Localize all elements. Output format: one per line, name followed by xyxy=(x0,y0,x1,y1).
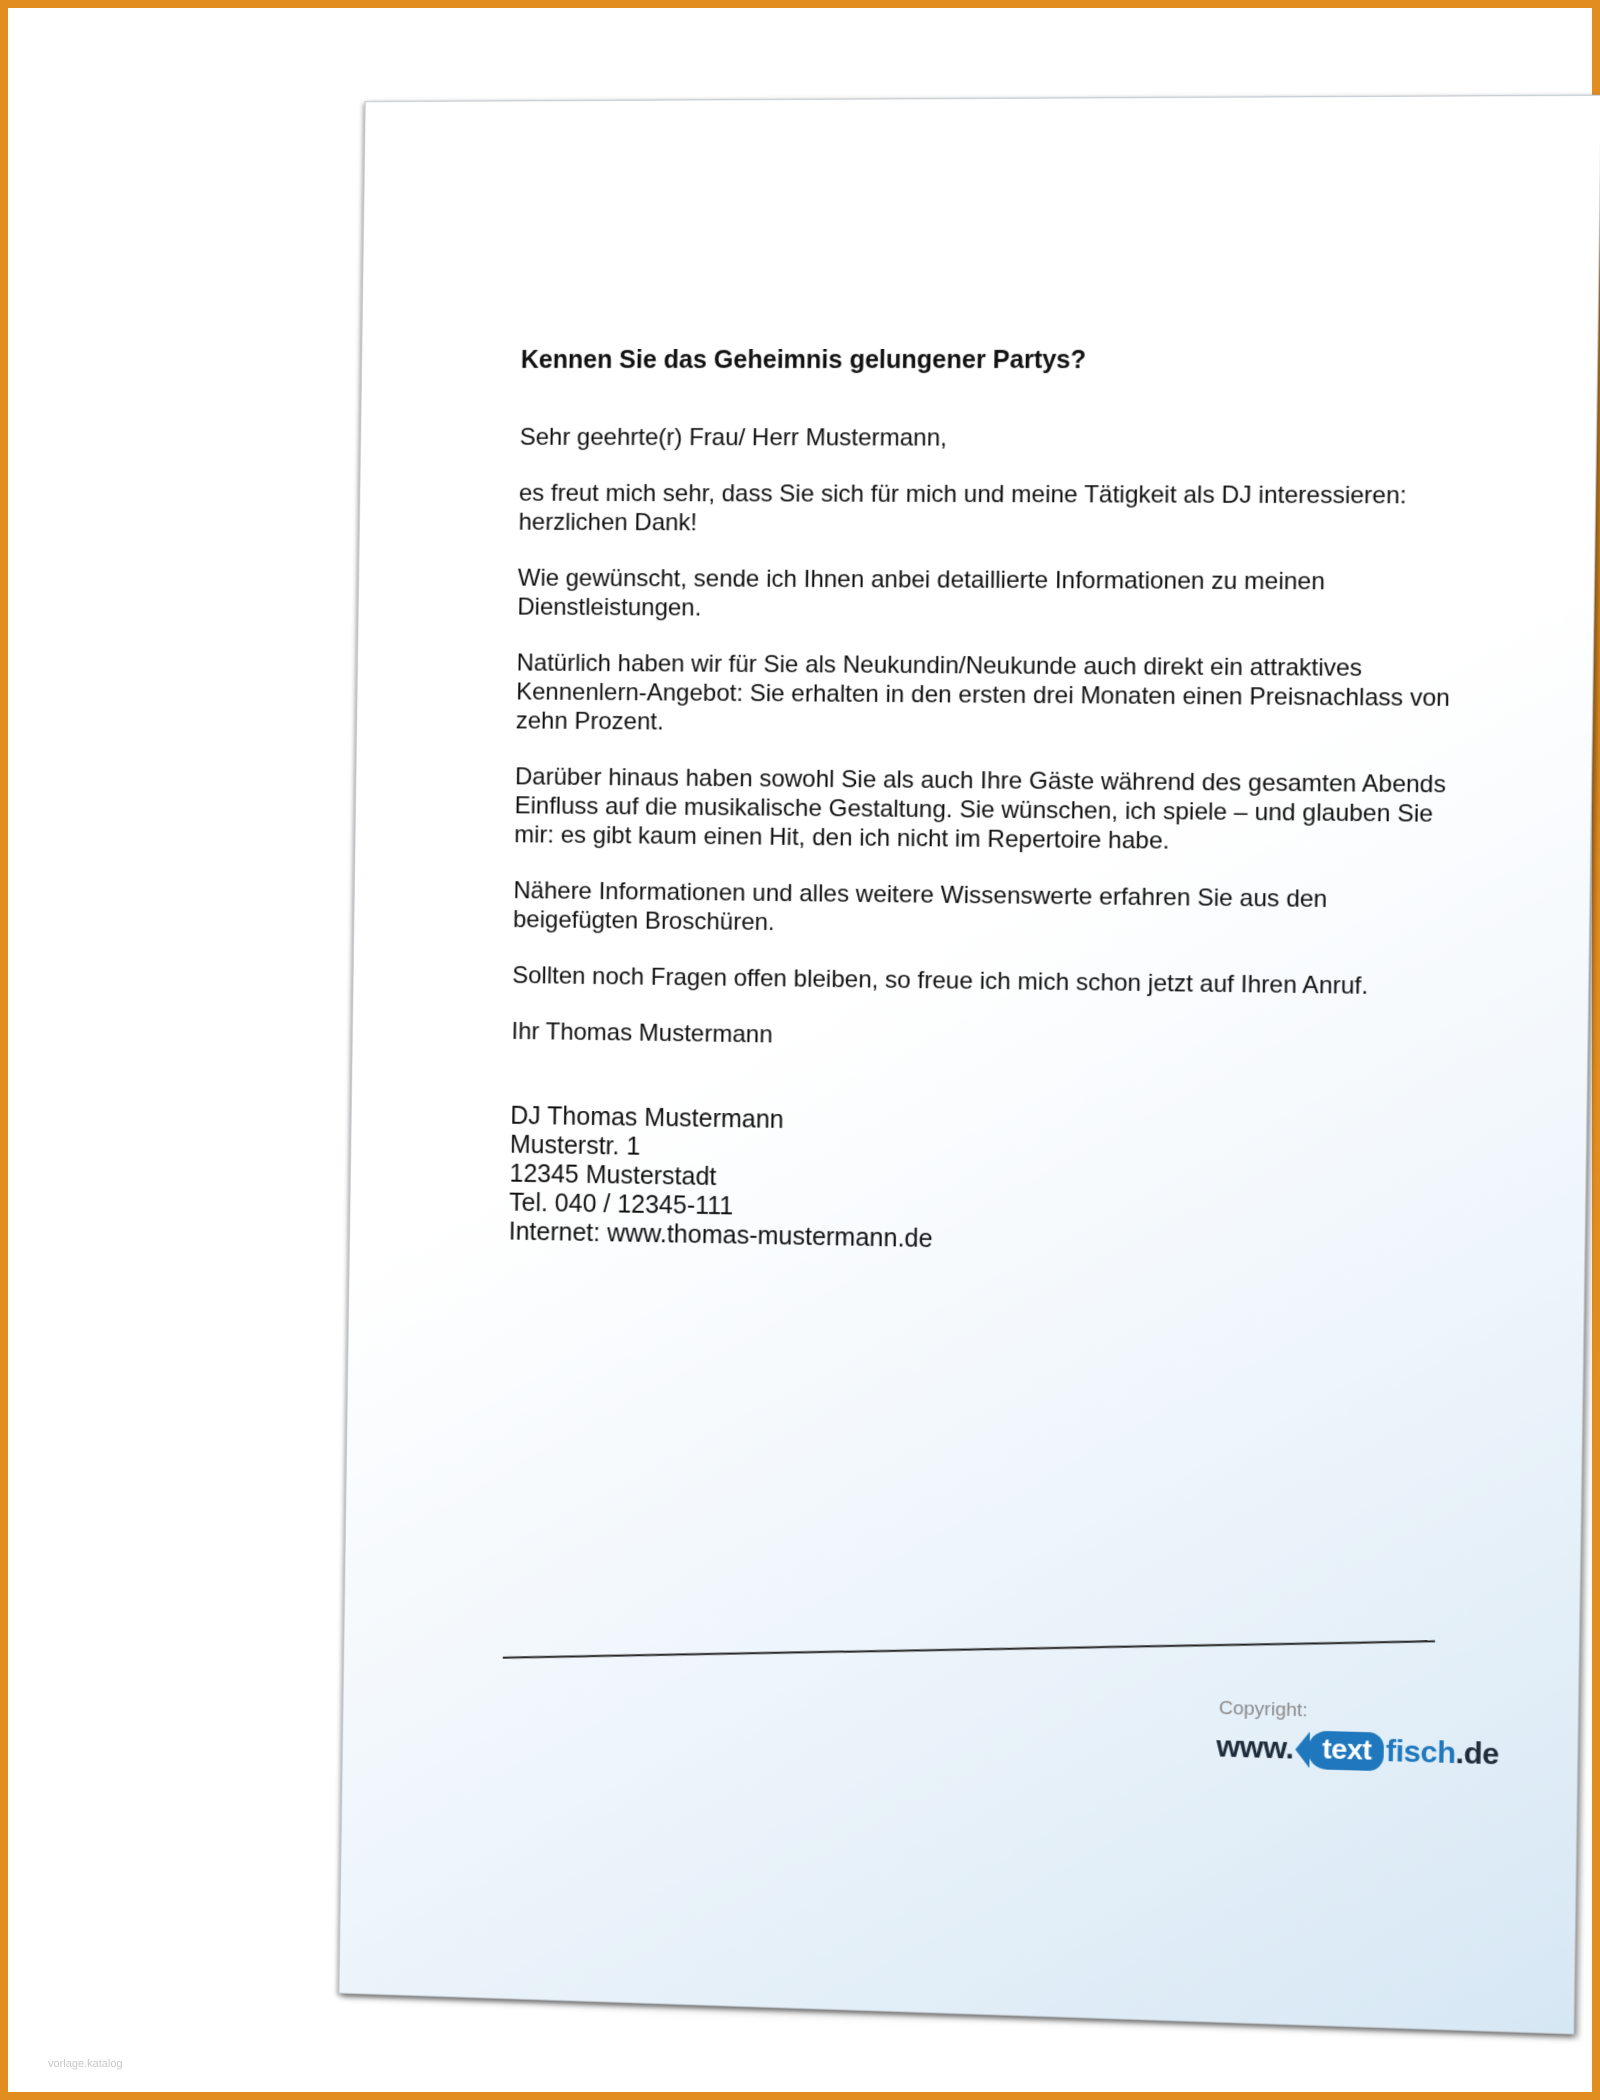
footer-divider xyxy=(503,1640,1435,1658)
watermark-text: vorlage.katalog xyxy=(48,2058,123,2070)
letter-salutation: Sehr geehrte(r) Frau/ Herr Mustermann, xyxy=(519,423,948,452)
letter-paragraph: Wie gewünscht, sende ich Ihnen anbei detaillierte Informationen zu meinen Dienstleistungen. xyxy=(517,564,1326,622)
sender-phone: Tel. 040 / 12345-111 xyxy=(508,1188,734,1221)
letter-paragraph: Natürlich haben wir für Sie als Neukundin/Neukunde auch direkt ein attraktives Kennenlern-Angebot: Sie erhalten in den ersten drei Monaten einen Preisnachlass von zehn Prozent. xyxy=(515,649,1451,736)
sender-street: Musterstr. 1 xyxy=(509,1130,641,1161)
sender-city: 12345 Musterstadt xyxy=(509,1159,717,1192)
sender-address-block xyxy=(509,1102,1454,1264)
logo-suffix: .de xyxy=(1455,1736,1500,1772)
copyright-label: Copyright: xyxy=(1218,1697,1308,1722)
textfisch-logo xyxy=(1216,1728,1499,1774)
document-page xyxy=(338,95,1600,2035)
letter-subject: Kennen Sie das Geheimnis gelungener Partys? xyxy=(520,345,1087,375)
logo-fish-text: text xyxy=(1308,1731,1384,1772)
letter-closing: Ihr Thomas Mustermann xyxy=(511,1017,773,1049)
letter-body xyxy=(509,346,1465,1264)
letter-paragraph: Sollten noch Fragen offen bleiben, so freue ich mich schon jetzt auf Ihren Anruf. xyxy=(512,961,1369,1000)
sender-internet: Internet: www.thomas-mustermann.de xyxy=(508,1217,933,1254)
letter-paragraph: es freut mich sehr, dass Sie sich für mich und meine Tätigkeit als DJ interessieren: herzlichen Dank! xyxy=(518,479,1407,537)
logo-prefix: www. xyxy=(1216,1730,1294,1766)
fish-icon xyxy=(1295,1730,1384,1771)
sender-name: DJ Thomas Mustermann xyxy=(510,1101,784,1134)
letter-paragraph: Darüber hinaus haben sowohl Sie als auch Ihre Gäste während des gesamten Abends Einfluss auf die musikalische Gestaltung. Sie wünschen, ich spiele – und glauben Sie mir: es gibt kaum einen Hit, den ich nicht im Repertoire habe. xyxy=(514,763,1447,855)
letter-paragraph: Nähere Informationen und alles weitere Wissenswerte erfahren Sie aus den beigefügten Broschüren. xyxy=(512,877,1328,937)
logo-middle: fisch xyxy=(1385,1734,1456,1771)
